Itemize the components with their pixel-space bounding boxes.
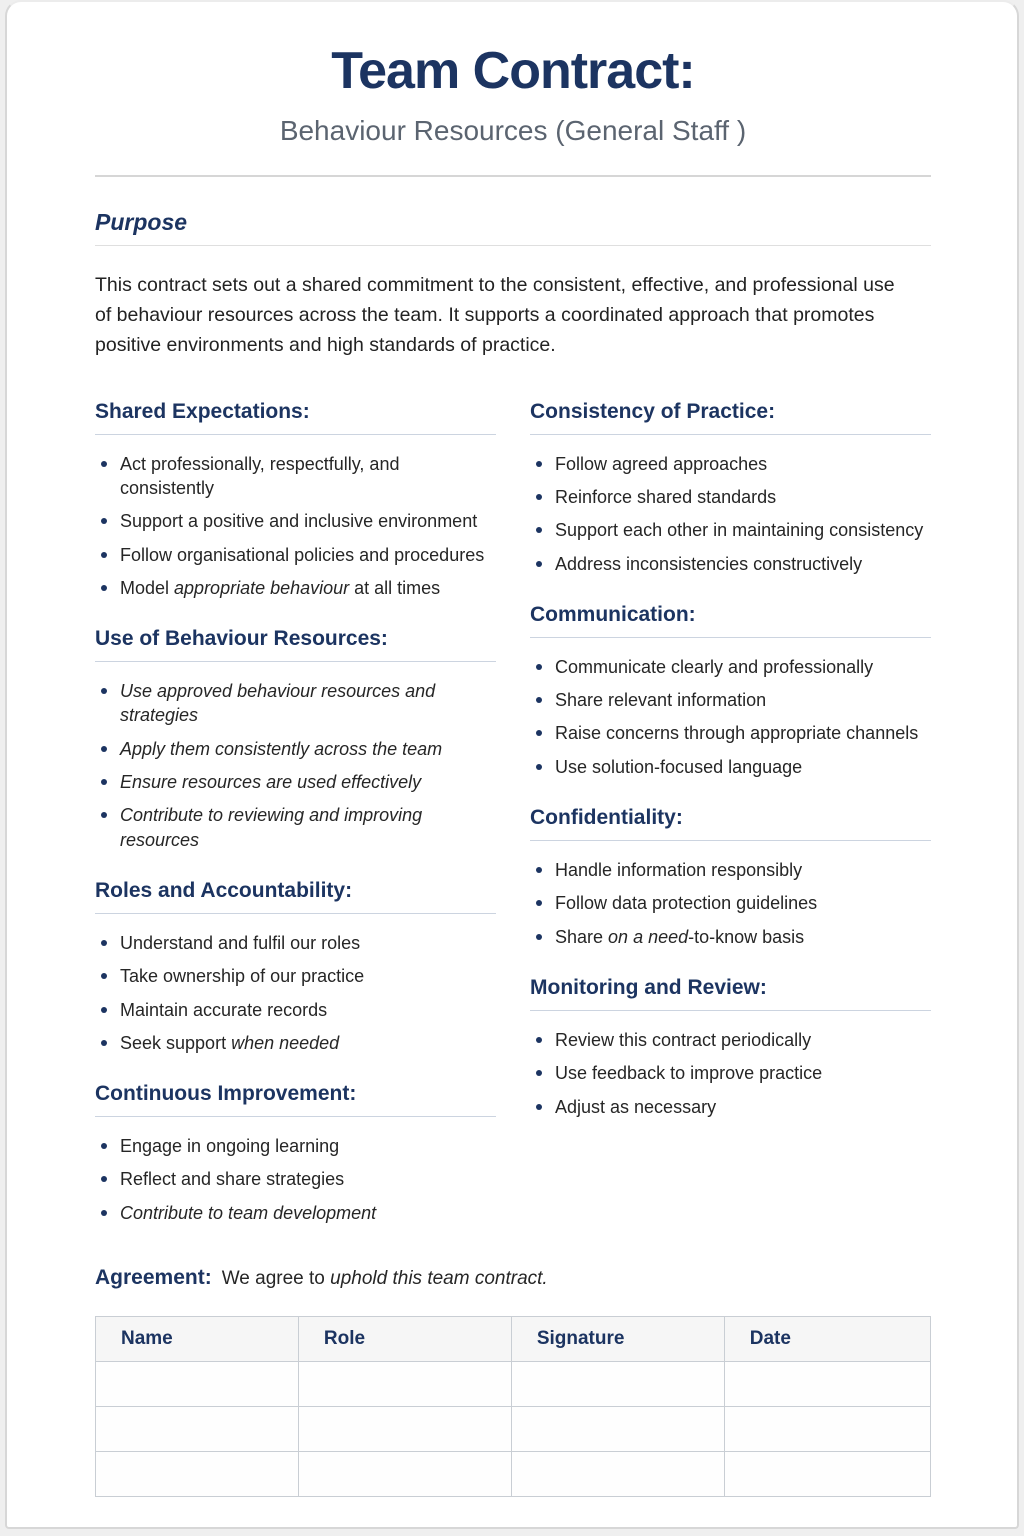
bullet-dot	[536, 697, 542, 703]
signature-table-body	[96, 1361, 931, 1496]
table-row	[96, 1406, 931, 1451]
bullet-item	[95, 1167, 496, 1191]
table-cell	[298, 1361, 511, 1406]
bullet-text: Follow data protection guidelines	[555, 893, 818, 914]
section-monitoring-and-review	[530, 976, 931, 1119]
section-heading: Monitoring and Review:	[530, 976, 931, 1011]
table-cell	[724, 1451, 930, 1496]
bullet-text: Maintain accurate records	[120, 999, 328, 1020]
bullet-text: Address inconsistencies constructively	[555, 553, 863, 574]
section-heading: Shared Expectations:	[95, 400, 496, 435]
bullet-text: Understand and fulfil our roles	[120, 932, 361, 953]
bullet-dot	[536, 900, 542, 906]
bullet-text: Communicate clearly and professionally	[555, 656, 874, 677]
bullet-list	[95, 452, 496, 600]
bullet-item	[530, 688, 931, 712]
bullet-text: Apply them consistently across the team	[120, 738, 443, 759]
bullet-item	[95, 737, 496, 761]
bullet-text: Follow agreed approaches	[555, 453, 768, 474]
section-use-of-behaviour-resources	[95, 627, 496, 852]
section-consistency-of-practice	[530, 400, 931, 576]
table-cell	[511, 1406, 724, 1451]
purpose-paragraph: This contract sets out a shared commitment to the consistent, effective, and professional use of behaviour resources across the team. It supports a coordinated approach that promotes positive environments and high standards of practice.	[95, 273, 895, 356]
bullet-list	[95, 679, 496, 852]
bullet-text: Model appropriate behaviour at all times	[120, 577, 441, 598]
bullet-list	[530, 452, 931, 576]
bullet-item	[95, 452, 496, 501]
purpose-heading: Purpose	[95, 209, 931, 246]
section-heading: Roles and Accountability:	[95, 879, 496, 914]
bullet-item	[530, 655, 931, 679]
section-heading: Continuous Improvement:	[95, 1082, 496, 1117]
document-title: Team Contract:	[331, 42, 695, 100]
bullet-item	[530, 1095, 931, 1119]
bullet-item	[95, 1201, 496, 1225]
bullet-dot	[536, 1070, 542, 1076]
bullet-dot	[536, 730, 542, 736]
title-divider	[95, 175, 931, 177]
bullet-item	[530, 721, 931, 745]
bullet-item	[530, 518, 931, 542]
table-cell	[96, 1406, 299, 1451]
bullet-text: Use approved behaviour resources and strategies	[120, 681, 436, 726]
bullet-dot	[536, 1104, 542, 1110]
bullet-dot	[536, 1037, 542, 1043]
column-header-role: Role	[298, 1316, 511, 1361]
left-column	[95, 400, 496, 1252]
bullet-text: Contribute to reviewing and improving resources	[120, 805, 423, 850]
bullet-text: Reinforce shared standards	[555, 486, 777, 507]
column-header-signature: Signature	[511, 1316, 724, 1361]
bullet-dot	[536, 527, 542, 533]
table-cell	[96, 1451, 299, 1496]
column-header-name: Name	[96, 1316, 299, 1361]
bullet-dot	[536, 867, 542, 873]
table-cell	[724, 1406, 930, 1451]
bullet-dot	[536, 461, 542, 467]
bullet-text: Use solution-focused language	[555, 756, 803, 777]
bullet-item	[530, 1061, 931, 1085]
bullet-dot	[101, 688, 107, 694]
bullet-item	[95, 998, 496, 1022]
section-roles-and-accountability	[95, 879, 496, 1055]
agreement-line	[95, 1266, 931, 1290]
table-header-row	[96, 1316, 931, 1361]
bullet-dot	[101, 518, 107, 524]
document-content	[7, 2, 1017, 1497]
signature-table-header	[96, 1316, 931, 1361]
section-heading: Confidentiality:	[530, 806, 931, 841]
bullet-dot	[101, 973, 107, 979]
document-subtitle: Behaviour Resources (General Staff )	[279, 114, 747, 146]
bullet-item	[95, 509, 496, 533]
section-heading: Use of Behaviour Resources:	[95, 627, 496, 662]
bullet-text: Contribute to team development	[120, 1202, 377, 1223]
bullet-list	[530, 1028, 931, 1119]
bullet-item	[530, 552, 931, 576]
bullet-list	[530, 858, 931, 949]
signature-table	[95, 1316, 931, 1497]
bullet-text: Raise concerns through appropriate channels	[555, 723, 919, 744]
section-shared-expectations	[95, 400, 496, 600]
table-cell	[511, 1451, 724, 1496]
bullet-dot	[101, 585, 107, 591]
bullet-dot	[536, 934, 542, 940]
bullet-text: Take ownership of our practice	[120, 966, 365, 987]
bullet-dot	[101, 812, 107, 818]
bullet-text: Support each other in maintaining consistency	[555, 520, 924, 541]
bullet-dot	[101, 940, 107, 946]
bullet-text: Support a positive and inclusive environment	[120, 511, 478, 532]
table-cell	[724, 1361, 930, 1406]
bullet-item	[95, 770, 496, 794]
bullet-text: Reflect and share strategies	[120, 1169, 345, 1190]
table-cell	[511, 1361, 724, 1406]
bullet-list	[95, 931, 496, 1055]
bullet-dot	[101, 1176, 107, 1182]
bullet-text: Adjust as necessary	[555, 1096, 717, 1117]
agreement-label: Agreement:	[95, 1265, 212, 1289]
bullet-dot	[536, 494, 542, 500]
bullet-item	[95, 576, 496, 600]
bullet-dot	[536, 664, 542, 670]
bullet-text: Handle information responsibly	[555, 860, 803, 881]
bullet-item	[95, 679, 496, 728]
column-header-date: Date	[724, 1316, 930, 1361]
bullet-text: Engage in ongoing learning	[120, 1136, 340, 1157]
table-cell	[298, 1406, 511, 1451]
bullet-text: Share on a need-to-know basis	[555, 926, 805, 947]
bullet-item	[530, 891, 931, 915]
bullet-dot	[101, 552, 107, 558]
agreement-text: We agree to uphold this team contract.	[221, 1267, 548, 1289]
bullet-dot	[101, 1143, 107, 1149]
bullet-item	[530, 925, 931, 949]
bullet-item	[530, 755, 931, 779]
bullet-item	[530, 858, 931, 882]
bullet-text: Ensure resources are used effectively	[120, 772, 422, 793]
section-heading: Communication:	[530, 603, 931, 638]
document-page	[5, 0, 1019, 1529]
bullet-item	[95, 1134, 496, 1158]
bullet-text: Follow organisational policies and procedures	[120, 544, 485, 565]
section-communication	[530, 603, 931, 779]
bullet-dot	[101, 779, 107, 785]
section-continuous-improvement	[95, 1082, 496, 1225]
bullet-dot	[101, 1040, 107, 1046]
bullet-item	[530, 1028, 931, 1052]
bullet-item	[95, 543, 496, 567]
bullet-dot	[101, 1210, 107, 1216]
bullet-list	[530, 655, 931, 779]
section-confidentiality	[530, 806, 931, 949]
bullet-list	[95, 1134, 496, 1225]
bullet-item	[530, 485, 931, 509]
bullet-text: Review this contract periodically	[555, 1029, 812, 1050]
bullet-dot	[536, 561, 542, 567]
bullet-item	[95, 1031, 496, 1055]
bullet-item	[95, 803, 496, 852]
bullet-text: Use feedback to improve practice	[555, 1063, 823, 1084]
bullet-dot	[101, 1007, 107, 1013]
bullet-dot	[101, 746, 107, 752]
bullet-item	[530, 452, 931, 476]
sections-grid	[95, 400, 931, 1252]
bullet-item	[95, 931, 496, 955]
bullet-dot	[101, 461, 107, 467]
table-row	[96, 1451, 931, 1496]
table-cell	[96, 1361, 299, 1406]
table-cell	[298, 1451, 511, 1496]
section-heading: Consistency of Practice:	[530, 400, 931, 435]
bullet-item	[95, 964, 496, 988]
right-column	[530, 400, 931, 1252]
bullet-text: Seek support when needed	[120, 1032, 340, 1053]
bullet-dot	[536, 764, 542, 770]
table-row	[96, 1361, 931, 1406]
bullet-text: Share relevant information	[555, 690, 767, 711]
bullet-text: Act professionally, respectfully, and consistently	[120, 453, 400, 498]
